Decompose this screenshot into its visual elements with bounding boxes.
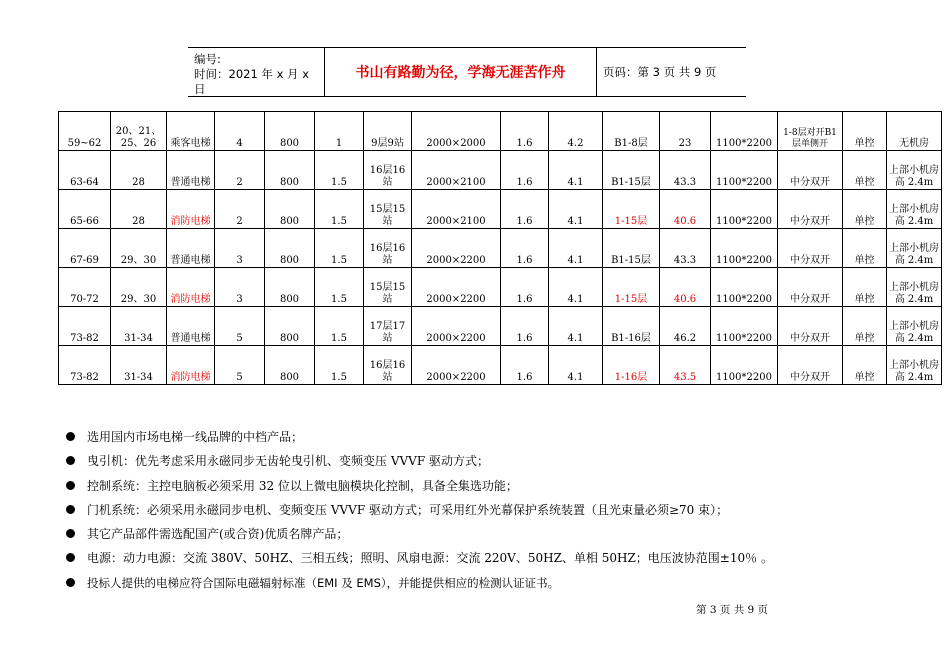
cell-height: 40.6 xyxy=(660,268,711,307)
requirement-text: 控制系统：主控电脑板必须采用 32 位以上微电脑模块化控制，具备全集选功能； xyxy=(87,478,518,493)
cell-stops: 15层15站 xyxy=(364,190,412,229)
cell-stops: 16层16站 xyxy=(364,346,412,385)
cell-load: 800 xyxy=(265,190,315,229)
cell-top: 4.1 xyxy=(549,346,603,385)
cell-load: 800 xyxy=(265,112,315,151)
cell-no: 67-69 xyxy=(59,229,111,268)
cell-load: 800 xyxy=(265,229,315,268)
cell-type: 普通电梯 xyxy=(167,229,215,268)
cell-load: 800 xyxy=(265,268,315,307)
cell-door-type: 中分双开 xyxy=(778,268,843,307)
requirement-item xyxy=(66,430,773,454)
cell-pit: 1.6 xyxy=(501,112,549,151)
requirement-text: 其它产品部件需选配国产(或合资)优质名牌产品； xyxy=(87,527,349,542)
cell-pit: 1.6 xyxy=(501,151,549,190)
cell-room: 上部小机房高 2.4m xyxy=(887,268,942,307)
cell-no: 73-82 xyxy=(59,346,111,385)
cell-pit: 1.6 xyxy=(501,307,549,346)
cell-qty: 2 xyxy=(215,151,265,190)
cell-top: 4.1 xyxy=(549,307,603,346)
cell-type: 消防电梯 xyxy=(167,268,215,307)
table-row xyxy=(59,151,942,190)
cell-control: 单控 xyxy=(843,307,887,346)
cell-pit: 1.6 xyxy=(501,268,549,307)
elevator-spec-body xyxy=(59,112,942,385)
cell-door-type: 中分双开 xyxy=(778,229,843,268)
cell-height: 23 xyxy=(660,112,711,151)
bullet-icon xyxy=(66,481,75,490)
cell-service: B1-15层 xyxy=(603,151,660,190)
requirement-item xyxy=(66,576,773,600)
cell-height: 40.6 xyxy=(660,190,711,229)
bullet-icon xyxy=(66,578,75,587)
cell-service: 1-15层 xyxy=(603,268,660,307)
elevator-spec-table xyxy=(58,111,942,385)
bullet-icon xyxy=(66,456,75,465)
cell-door-size: 1100*2200 xyxy=(711,307,778,346)
cell-qty: 5 xyxy=(215,346,265,385)
cell-room: 上部小机房高 2.4m xyxy=(887,151,942,190)
cell-no: 59~62 xyxy=(59,112,111,151)
cell-floors: 31-34 xyxy=(111,307,167,346)
cell-room: 无机房 xyxy=(887,112,942,151)
cell-door-type: 中分双开 xyxy=(778,151,843,190)
cell-door-size: 1100*2200 xyxy=(711,190,778,229)
table-row xyxy=(59,346,942,385)
cell-stops: 16层16站 xyxy=(364,229,412,268)
cell-door-type: 中分双开 xyxy=(778,307,843,346)
cell-type: 消防电梯 xyxy=(167,346,215,385)
cell-pit: 1.6 xyxy=(501,190,549,229)
requirement-text: 投标人提供的电梯应符合国际电磁辐射标准（EMI 及 EMS），并能提供相应的检测认证证书。 xyxy=(87,575,560,590)
cell-control: 单控 xyxy=(843,346,887,385)
cell-type: 消防电梯 xyxy=(167,190,215,229)
header-meta xyxy=(188,48,325,96)
requirement-item xyxy=(66,454,773,478)
cell-control: 单控 xyxy=(843,268,887,307)
cell-speed: 1.5 xyxy=(315,229,364,268)
cell-height: 43.3 xyxy=(660,151,711,190)
cell-stops: 16层16站 xyxy=(364,151,412,190)
cell-speed: 1.5 xyxy=(315,307,364,346)
cell-door-size: 1100*2200 xyxy=(711,151,778,190)
cell-type: 普通电梯 xyxy=(167,307,215,346)
cell-floors: 20、21、25、26 xyxy=(111,112,167,151)
cell-room: 上部小机房高 2.4m xyxy=(887,307,942,346)
cell-control: 单控 xyxy=(843,112,887,151)
cell-load: 800 xyxy=(265,307,315,346)
requirement-item xyxy=(66,551,773,575)
cell-shaft: 2000×2100 xyxy=(412,151,501,190)
requirements-list xyxy=(66,430,773,600)
cell-floors: 29、30 xyxy=(111,268,167,307)
cell-speed: 1.5 xyxy=(315,151,364,190)
cell-door-size: 1100*2200 xyxy=(711,229,778,268)
cell-room: 上部小机房高 2.4m xyxy=(887,346,942,385)
cell-shaft: 2000×2200 xyxy=(412,307,501,346)
cell-top: 4.1 xyxy=(549,190,603,229)
table-row xyxy=(59,190,942,229)
cell-door-type: 1-8层对开B1层单侧开 xyxy=(778,112,843,151)
cell-speed: 1 xyxy=(315,112,364,151)
requirement-text: 门机系统：必须采用永磁同步电机、变频变压 VVVF 驱动方式；可采用红外光幕保护系统装置（且光束量必须≥70 束）； xyxy=(87,502,729,517)
cell-door-size: 1100*2200 xyxy=(711,112,778,151)
requirement-item xyxy=(66,503,773,527)
cell-service: B1-8层 xyxy=(603,112,660,151)
cell-pit: 1.6 xyxy=(501,346,549,385)
cell-service: 1-15层 xyxy=(603,190,660,229)
cell-qty: 3 xyxy=(215,229,265,268)
cell-door-type: 中分双开 xyxy=(778,190,843,229)
cell-qty: 4 xyxy=(215,112,265,151)
cell-shaft: 2000×2200 xyxy=(412,229,501,268)
cell-service: B1-15层 xyxy=(603,229,660,268)
cell-qty: 5 xyxy=(215,307,265,346)
document-header xyxy=(188,47,746,97)
table-row xyxy=(59,307,942,346)
cell-service: B1-16层 xyxy=(603,307,660,346)
requirement-item xyxy=(66,527,773,551)
bullet-icon xyxy=(66,505,75,514)
cell-height: 46.2 xyxy=(660,307,711,346)
header-page-info: 页码：第 3 页 共 9 页 xyxy=(603,65,717,79)
cell-speed: 1.5 xyxy=(315,268,364,307)
cell-door-type: 中分双开 xyxy=(778,346,843,385)
requirement-text: 选用国内市场电梯一线品牌的中档产品； xyxy=(87,430,304,444)
cell-speed: 1.5 xyxy=(315,190,364,229)
cell-qty: 2 xyxy=(215,190,265,229)
cell-no: 63-64 xyxy=(59,151,111,190)
bullet-icon xyxy=(66,529,75,538)
requirement-text: 曳引机：优先考虑采用永磁同步无齿轮曳引机、变频变压 VVVF 驱动方式； xyxy=(87,454,489,469)
cell-shaft: 2000×2200 xyxy=(412,268,501,307)
cell-floors: 28 xyxy=(111,190,167,229)
cell-stops: 15层15站 xyxy=(364,268,412,307)
bullet-icon xyxy=(66,553,75,562)
cell-no: 65-66 xyxy=(59,190,111,229)
cell-type: 普通电梯 xyxy=(167,151,215,190)
cell-control: 单控 xyxy=(843,151,887,190)
cell-load: 800 xyxy=(265,151,315,190)
table-row xyxy=(59,229,942,268)
cell-room: 上部小机房高 2.4m xyxy=(887,190,942,229)
cell-shaft: 2000×2000 xyxy=(412,112,501,151)
cell-door-size: 1100*2200 xyxy=(711,268,778,307)
cell-pit: 1.6 xyxy=(501,229,549,268)
cell-qty: 3 xyxy=(215,268,265,307)
cell-floors: 28 xyxy=(111,151,167,190)
cell-top: 4.2 xyxy=(549,112,603,151)
cell-shaft: 2000×2100 xyxy=(412,190,501,229)
document-date: 时间：2021 年 x 月 x 日 xyxy=(194,67,309,96)
cell-type: 乘客电梯 xyxy=(167,112,215,151)
cell-load: 800 xyxy=(265,346,315,385)
cell-service: 1-16层 xyxy=(603,346,660,385)
document-number-label: 编号: xyxy=(194,52,221,66)
requirement-text: 电源：动力电源：交流 380V、50HZ、三相五线；照明、风扇电源：交流 220V、50HZ、单相 50HZ；电压波协范围±10％ 。 xyxy=(87,551,773,566)
page-footer: 第 3 页 共 9 页 xyxy=(696,604,769,616)
requirement-item xyxy=(66,479,773,503)
cell-height: 43.3 xyxy=(660,229,711,268)
header-motto: 书山有路勤为径，学海无涯苦作舟 xyxy=(325,48,597,96)
bullet-icon xyxy=(66,432,75,441)
table-row xyxy=(59,268,942,307)
cell-room: 上部小机房高 2.4m xyxy=(887,229,942,268)
cell-control: 单控 xyxy=(843,190,887,229)
cell-no: 70-72 xyxy=(59,268,111,307)
cell-top: 4.1 xyxy=(549,268,603,307)
cell-shaft: 2000×2200 xyxy=(412,346,501,385)
cell-height: 43.5 xyxy=(660,346,711,385)
cell-no: 73-82 xyxy=(59,307,111,346)
cell-stops: 9层9站 xyxy=(364,112,412,151)
table-row xyxy=(59,112,942,151)
cell-top: 4.1 xyxy=(549,151,603,190)
cell-control: 单控 xyxy=(843,229,887,268)
cell-stops: 17层17站 xyxy=(364,307,412,346)
cell-floors: 31-34 xyxy=(111,346,167,385)
cell-speed: 1.5 xyxy=(315,346,364,385)
cell-door-size: 1100*2200 xyxy=(711,346,778,385)
cell-floors: 29、30 xyxy=(111,229,167,268)
cell-top: 4.1 xyxy=(549,229,603,268)
